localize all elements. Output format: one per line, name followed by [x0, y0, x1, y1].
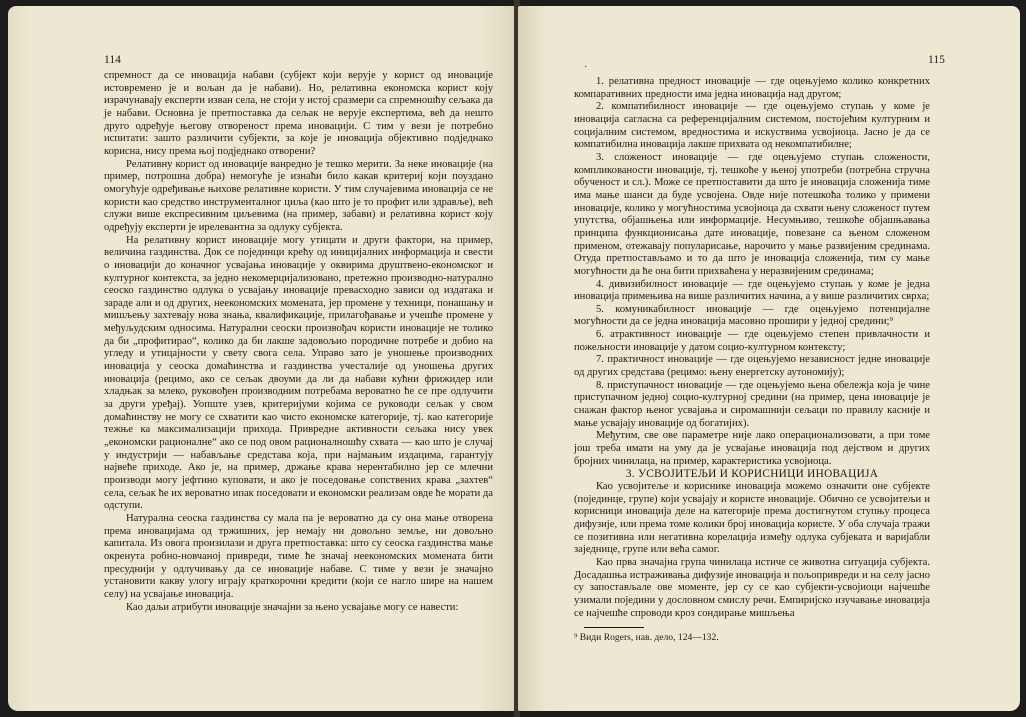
- list-item: 6. атрактивност иновације — где оцењујемо степен привлачности и пожељности иновације у датом социо-културном контексту;: [574, 329, 930, 353]
- page-number-left: 114: [104, 54, 121, 66]
- section-heading: 3. УСВОЈИТЕЉИ И КОРИСНИЦИ ИНОВАЦИЈА: [625, 468, 879, 481]
- paragraph: Као усвојитеље и кориснике иновација можемо означити оне субјекте (појединце, групе) који усвајају и користе иновације. Обично се усвојитељи и корисници иновација деле на категорије према достигнутом ступњу процеса дифузије, или према томе колики број иновација користе. У оба случаја тражи се позитивна или негативна корелација између одлука субјеката и варијабли заједнице, групе или већа самог.: [574, 481, 930, 556]
- left-page: [8, 6, 516, 711]
- paragraph: Као прва значајна група чинилаца истиче се животна ситуација субјекта. Досадашња истраживања дифузије иновација и пољопривреди и на селу јасно су запостављале ове моменте, јер су се као субјекти-усвојиоци најчешће узимали поједини у дословном смислу речи. Емпиријско изучавање иновација се најчешће спроводи кроз сондирање мишљења: [574, 556, 930, 619]
- list-item: 7. практичност иновације — где оцењујемо независност једне иновације од других средстава (рецимо: њену енергетску аутономију);: [574, 354, 930, 379]
- paragraph: Као даљи атрибути иновације значајни за њено усвајање могу се навести:: [126, 601, 459, 613]
- paragraph: На релативну корист иновације могу утицати и други фактори, на пример, величина газдинства. Док се појединци крећу од иницијалних информација и свести о иновацији до коначног усвајања иновације у оквирима друштвено-економског и културног контекста, за једно некомерцијализовано, претежно производно-натурално сеоско газдинство одлука о усвајању иновације превасходно зависи од издатака и зараде али и од других, неекономских момената, јер промене у техници, понашању и мишљењу захтевају нова знања, квалификације, прилагођавање и учешће промене у међуљудским односима. Натурални сеоски произвођач користи иновације не толико да би „профитирао“, колико да би лакше задовољио породичне потребе и добио на угледу и утицајности у свету свога села. Управо зато је уношење производних иновација у сеоска домаћинства и газдинства учесталије од уношења других иновација (рецимо, ако се сељак двоуми да ли да набави кућни фрижидер или хладњак за млеко, руковођен производним потребама вероватно ће се пре одлучити за други уређај). Уопште узев, критеријуми којима се руководи сељак у свом домаћинству не могу се схватити као чисто економске категорије, тј. као категорије тежње ка максимализацији прихода. Привредне активности сељака нису увек „економски рационалне“ ако се под овом рационалношћу схвата — као што је случај у индустрији — набављање средстава која, при најмањим издацима, гарантују највеће приходе. Ако је, на пример, држање крава нерентабилно јер се млечни производи могу јефтино куповати, и ако је поседовање сопствених крава „захтев“ села, сељак ће их вероватно ипак поседовати и економски реализам овде ће морати да одступи.: [104, 234, 493, 512]
- right-page-body: [574, 76, 930, 644]
- list-item: 5. комуникабилност иновације — где оцењујемо потенцијалне могућности да се једна иновација масовно прошири у једној средини;⁹: [574, 303, 930, 328]
- page-number-right: 115: [928, 54, 945, 66]
- printing-dot: ·: [584, 62, 588, 73]
- list-item: 8. приступачност иновације — где оцењујемо њена обележја која је чине приступачном једној социо-културној средини (на пример, цена иновације је снажан фактор њеног усвајања и сиромашнији сељаци по правилу касније и мање усвајају иновације од богатијих).: [574, 379, 930, 429]
- paragraph: спремност да се иновација набави (субјект који верује у корист од иновације истовремено је и вољан да је набави). Но, релативна економска корист коју израчунавају експерти изван села, не стоји у истој сразмери са спремношћу сељака да је набави. Основна је претпоставка да сељак не верује експертима, већ да нешто друго одређује његову отвореност према иновацији. С тим у вези је потребно испитати: зашто различити субјекти, за које је иновација објективно подједнако корисна, нису према њој подједнако отворени?: [104, 70, 493, 157]
- footnote-rule: [584, 627, 644, 628]
- footnote: ⁹ Види Rogers, нав. дело, 124—132.: [574, 632, 719, 644]
- paragraph: Релативну корист од иновације ванредно је тешко мерити. За неке иновације (на пример, потрошна добра) немогуће је изнаћи било какав критериј који поуздано омогућује одређивање њихове релативне користи. У тим случајевима иновација се не користи као средство инструменталног циља (као што је то профит или здравље), већ служи више експресивним циљевима (на пример, забави) и релативна корист коју одређују експерти је ирелевантна за одлуку субјекта.: [104, 158, 493, 233]
- list-item: 1. релативна предност иновације — где оцењујемо колико конкретних компаративних предности има једна иновација над другом;: [574, 76, 930, 100]
- list-item: 4. дивизибилност иновације — где оцењујемо ступањ у коме је једна иновација примењива на више различитих начина, а у више различитих сврха;: [574, 278, 930, 303]
- paragraph: Натурална сеоска газдинства су мала па је вероватно да су она мање отворена према иновацијама од тржишних, јер немају ни довољно земље, ни довољно капитала. Из овога произилази и друга претпоставка: што су сеоска газдинства мање окренута робно-новчаној привреди, тиме ће значај неекономских момената бити пресуднији у одлучивању да се иновације набаве. С тиме у вези је значајно установити какву улогу играју краткорочни кредити (који се нагло шире на нашем селу) на усвајање иновација.: [104, 512, 493, 600]
- left-page-body: [104, 70, 493, 614]
- right-page: [518, 6, 1020, 711]
- list-item: 3. сложеност иновације — где оцењујемо ступањ сложености, компликованости иновације, тј. тешкоће у њеној употреби (потребна стручна обученост и сл.). Може се претпоставити да што је иновација сложенија тиме има мање шанси да буде усвојена. Овде није потешкоћа толико у примени иновације, колико у могућностима усвојиоца да схвати њену сложеност путем упутства, објашњења или информације. Несумњиво, тешкоће објашњавања принципа функционисања дате иновације, повезане са њеном сложеном применом, отежавају популарисање, нарочито у мање развијеним срединама. Отуда претпостављамо и то да што је иновација сложенија, тим су мање могућности да ће она бити прихваћена у неразвијеним срединама;: [574, 151, 930, 277]
- closing-paragraph: Међутим, све ове параметре није лако операционализовати, а при томе још треба имати на уму да је усвајање иновација под дејством и других бројних чинилаца, на пример, карактеристика усвојиоца.: [574, 430, 930, 467]
- list-item: 2. компатибилност иновације — где оцењујемо ступањ у коме је иновација сагласна са референцијалним системом, постојећим културним и социјалним системом, вредностима и искуствима усвојиоца. Јасно је да се компатибилна иновација лакше прихвата од некомпатибилне;: [574, 101, 930, 151]
